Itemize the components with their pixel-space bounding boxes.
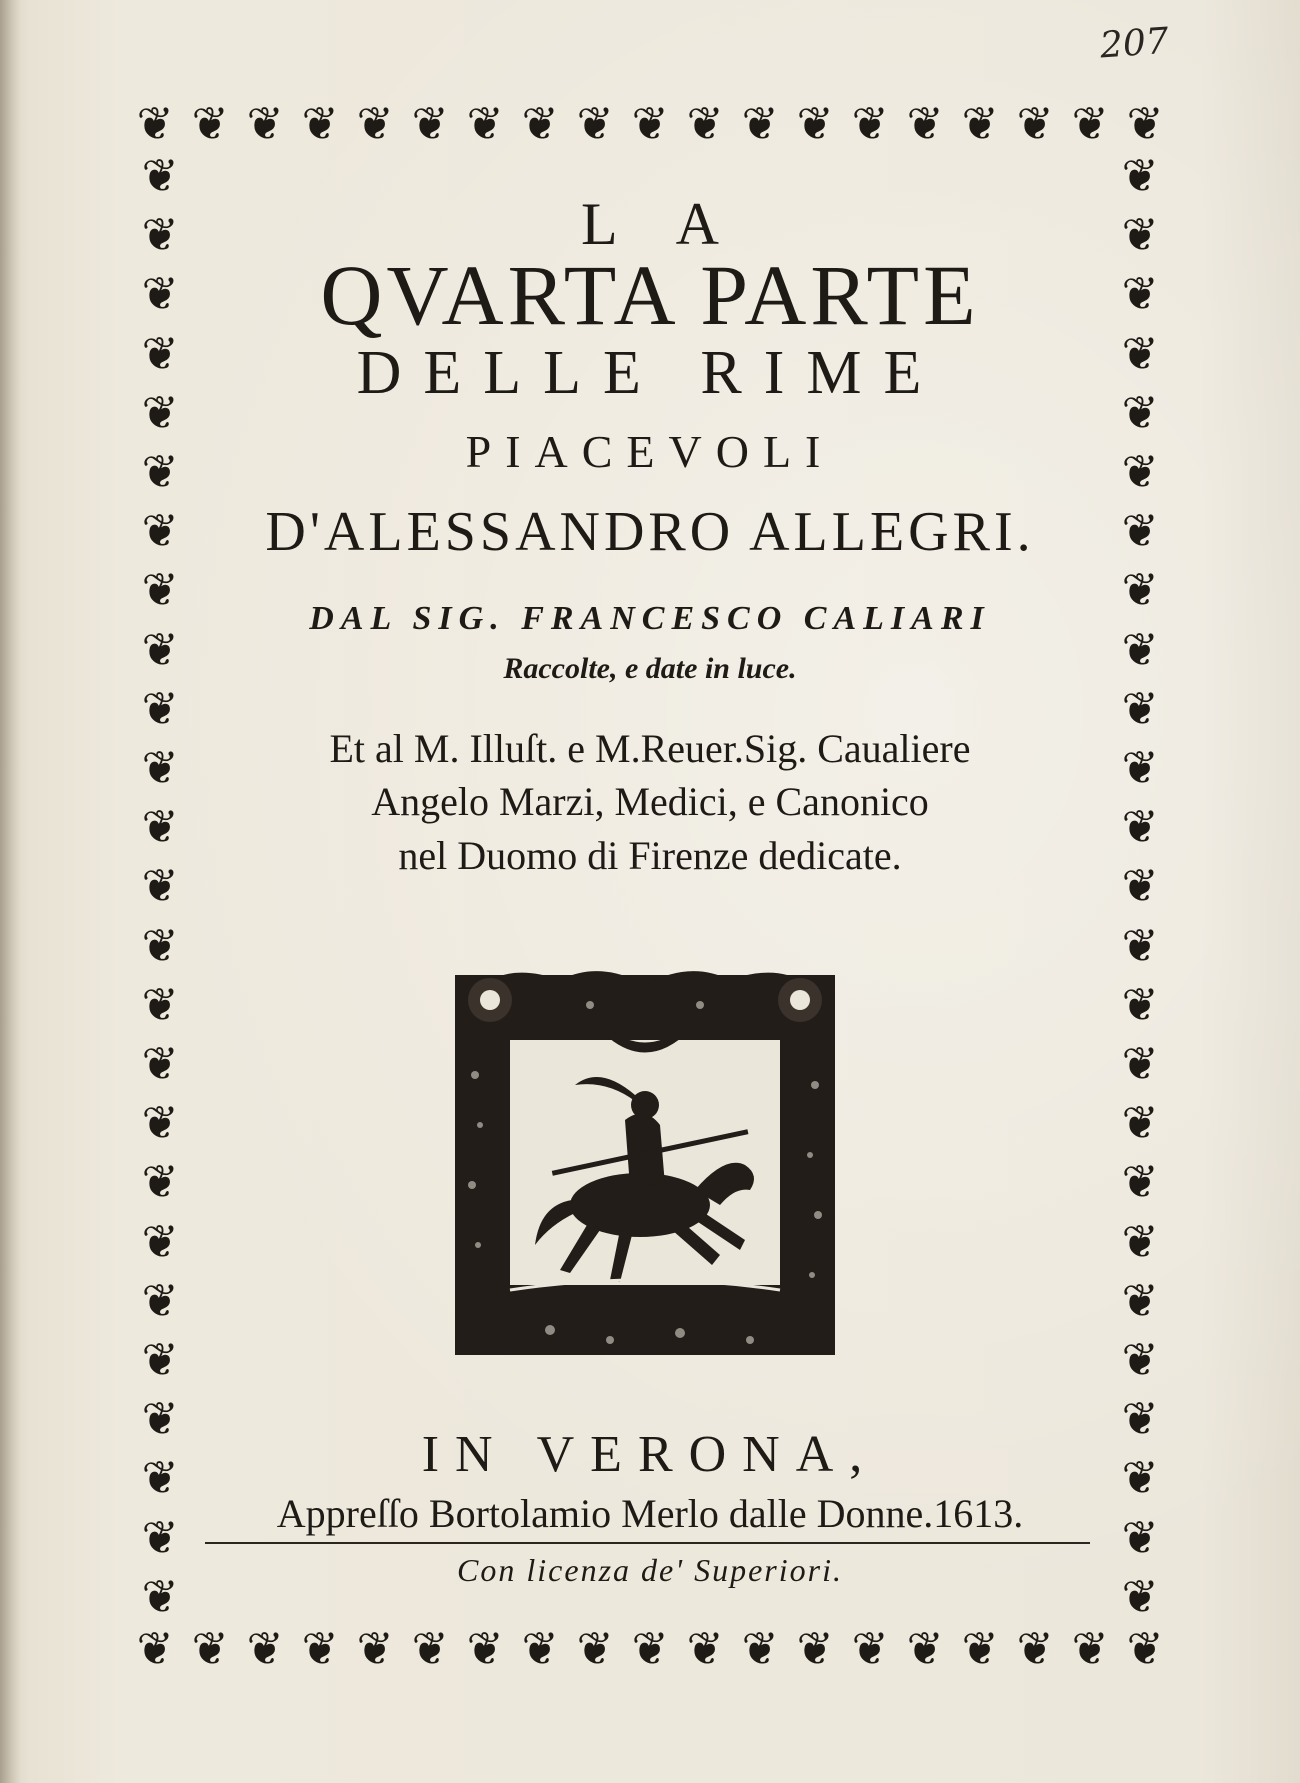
title-line-piacevoli: PIACEVOLI (465, 426, 835, 477)
fleuron-icon: ❦ (246, 1622, 284, 1677)
fleuron-icon: ❦ (141, 800, 179, 855)
fleuron-icon: ❦ (741, 1622, 779, 1677)
dedication-line-2: Angelo Marzi, Medici, e Canonico (371, 779, 929, 824)
fleuron-icon: ❦ (1121, 445, 1159, 500)
fleuron-icon: ❦ (906, 97, 944, 152)
dedication-line-3: nel Duomo di Firenze dedicate. (398, 833, 902, 878)
fleuron-icon: ❦ (356, 97, 394, 152)
fleuron-icon: ❦ (1121, 1511, 1159, 1565)
fleuron-icon: ❦ (906, 1622, 944, 1677)
fleuron-icon: ❦ (141, 149, 179, 204)
fleuron-icon: ❦ (466, 1622, 504, 1677)
fleuron-icon: ❦ (576, 97, 614, 152)
fleuron-icon: ❦ (1121, 208, 1159, 263)
fleuron-icon: ❦ (796, 1622, 834, 1677)
fleuron-icon: ❦ (1121, 682, 1159, 737)
book-spine-edge (0, 0, 20, 1783)
fleuron-icon: ❦ (686, 97, 724, 152)
fleuron-icon: ❦ (141, 268, 179, 322)
title-line-quarta-parte: QVARTA PARTE (320, 247, 980, 343)
fleuron-icon: ❦ (631, 1622, 669, 1677)
fleuron-icon: ❦ (1121, 1392, 1159, 1447)
fleuron-icon: ❦ (1121, 1274, 1159, 1329)
fleuron-icon: ❦ (961, 97, 999, 152)
fleuron-icon: ❦ (191, 1622, 229, 1677)
fleuron-icon: ❦ (136, 97, 174, 152)
border-bottom (130, 1620, 1170, 1680)
fleuron-icon: ❦ (411, 1622, 449, 1677)
fleuron-icon: ❦ (141, 386, 179, 441)
fleuron-icon: ❦ (141, 1570, 179, 1625)
fleuron-icon: ❦ (961, 1622, 999, 1677)
fleuron-icon: ❦ (246, 97, 284, 152)
fleuron-icon: ❦ (1121, 741, 1159, 796)
fleuron-icon: ❦ (851, 97, 889, 152)
fleuron-icon: ❦ (141, 1511, 179, 1565)
fleuron-icon: ❦ (1121, 1156, 1159, 1210)
fleuron-icon: ❦ (521, 1622, 559, 1677)
fleuron-icon: ❦ (141, 1452, 179, 1506)
imprint-printer: Appreſſo Bortolamio Merlo dalle Donne.1613. (276, 1491, 1024, 1536)
fleuron-icon: ❦ (141, 978, 179, 1033)
title-line-la: LA (581, 191, 777, 257)
fleuron-icon: ❦ (141, 208, 179, 263)
author-name: D'ALESSANDRO ALLEGRI. (265, 501, 1035, 563)
fleuron-icon: ❦ (356, 1622, 394, 1677)
fleuron-icon: ❦ (521, 97, 559, 152)
fleuron-icon: ❦ (1126, 97, 1164, 152)
divider-rule (205, 1542, 1090, 1544)
fleuron-icon: ❦ (1121, 623, 1159, 677)
fleuron-icon: ❦ (141, 1037, 179, 1092)
fleuron-icon: ❦ (191, 97, 229, 152)
fleuron-icon: ❦ (136, 1622, 174, 1677)
fleuron-icon: ❦ (141, 1333, 179, 1388)
fleuron-icon: ❦ (141, 445, 179, 500)
border-right (1110, 149, 1170, 1625)
fleuron-icon: ❦ (141, 1274, 179, 1329)
dedication-line-1: Et al M. Illuſt. e M.Reuer.Sig. Caualiere (329, 726, 971, 771)
license-line: Con licenza de' Superiori. (457, 1552, 843, 1588)
fleuron-icon: ❦ (141, 1215, 179, 1269)
fleuron-icon: ❦ (1121, 919, 1159, 973)
fleuron-icon: ❦ (1016, 1622, 1054, 1677)
fleuron-icon: ❦ (1121, 386, 1159, 441)
fleuron-icon: ❦ (141, 860, 179, 914)
editor-subline: Raccolte, e date in luce. (503, 652, 797, 685)
fleuron-icon: ❦ (1121, 564, 1159, 618)
fleuron-icon: ❦ (1121, 1333, 1159, 1388)
printer-device-woodcut (450, 955, 840, 1360)
fleuron-icon: ❦ (1016, 97, 1054, 152)
fleuron-icon: ❦ (1126, 1622, 1164, 1677)
fleuron-icon: ❦ (141, 682, 179, 737)
fleuron-icon: ❦ (1121, 149, 1159, 204)
imprint-place: IN VERONA, (421, 1426, 879, 1483)
fleuron-icon: ❦ (141, 623, 179, 677)
fleuron-icon: ❦ (1121, 1570, 1159, 1625)
fleuron-icon: ❦ (141, 1096, 179, 1151)
fleuron-icon: ❦ (301, 97, 339, 152)
fleuron-icon: ❦ (1121, 504, 1159, 559)
fleuron-icon: ❦ (631, 97, 669, 152)
fleuron-icon: ❦ (686, 1622, 724, 1677)
fleuron-icon: ❦ (1121, 860, 1159, 914)
fleuron-icon: ❦ (141, 504, 179, 559)
fleuron-icon: ❦ (141, 564, 179, 618)
fleuron-icon: ❦ (141, 741, 179, 796)
fleuron-icon: ❦ (141, 1392, 179, 1447)
folio-number: 207 (1098, 20, 1171, 67)
fleuron-icon: ❦ (1121, 1452, 1159, 1506)
editor-line: DAL SIG. FRANCESCO CALIARI (309, 600, 991, 637)
fleuron-icon: ❦ (576, 1622, 614, 1677)
fleuron-icon: ❦ (1121, 800, 1159, 855)
fleuron-icon: ❦ (466, 97, 504, 152)
fleuron-icon: ❦ (1121, 327, 1159, 381)
fleuron-icon: ❦ (1071, 1622, 1109, 1677)
title-line-delle-rime: DELLE RIME (356, 339, 944, 407)
fleuron-icon: ❦ (1121, 978, 1159, 1033)
fleuron-icon: ❦ (1121, 1215, 1159, 1269)
fleuron-icon: ❦ (141, 919, 179, 973)
fleuron-icon: ❦ (1071, 97, 1109, 152)
fleuron-icon: ❦ (796, 97, 834, 152)
fleuron-icon: ❦ (1121, 1037, 1159, 1092)
border-top (130, 95, 1170, 155)
fleuron-icon: ❦ (141, 327, 179, 381)
fleuron-icon: ❦ (301, 1622, 339, 1677)
fleuron-icon: ❦ (141, 1156, 179, 1210)
border-left (130, 149, 190, 1625)
fleuron-icon: ❦ (851, 1622, 889, 1677)
fleuron-icon: ❦ (411, 97, 449, 152)
fleuron-icon: ❦ (1121, 1096, 1159, 1151)
fleuron-icon: ❦ (741, 97, 779, 152)
fleuron-icon: ❦ (1121, 268, 1159, 322)
